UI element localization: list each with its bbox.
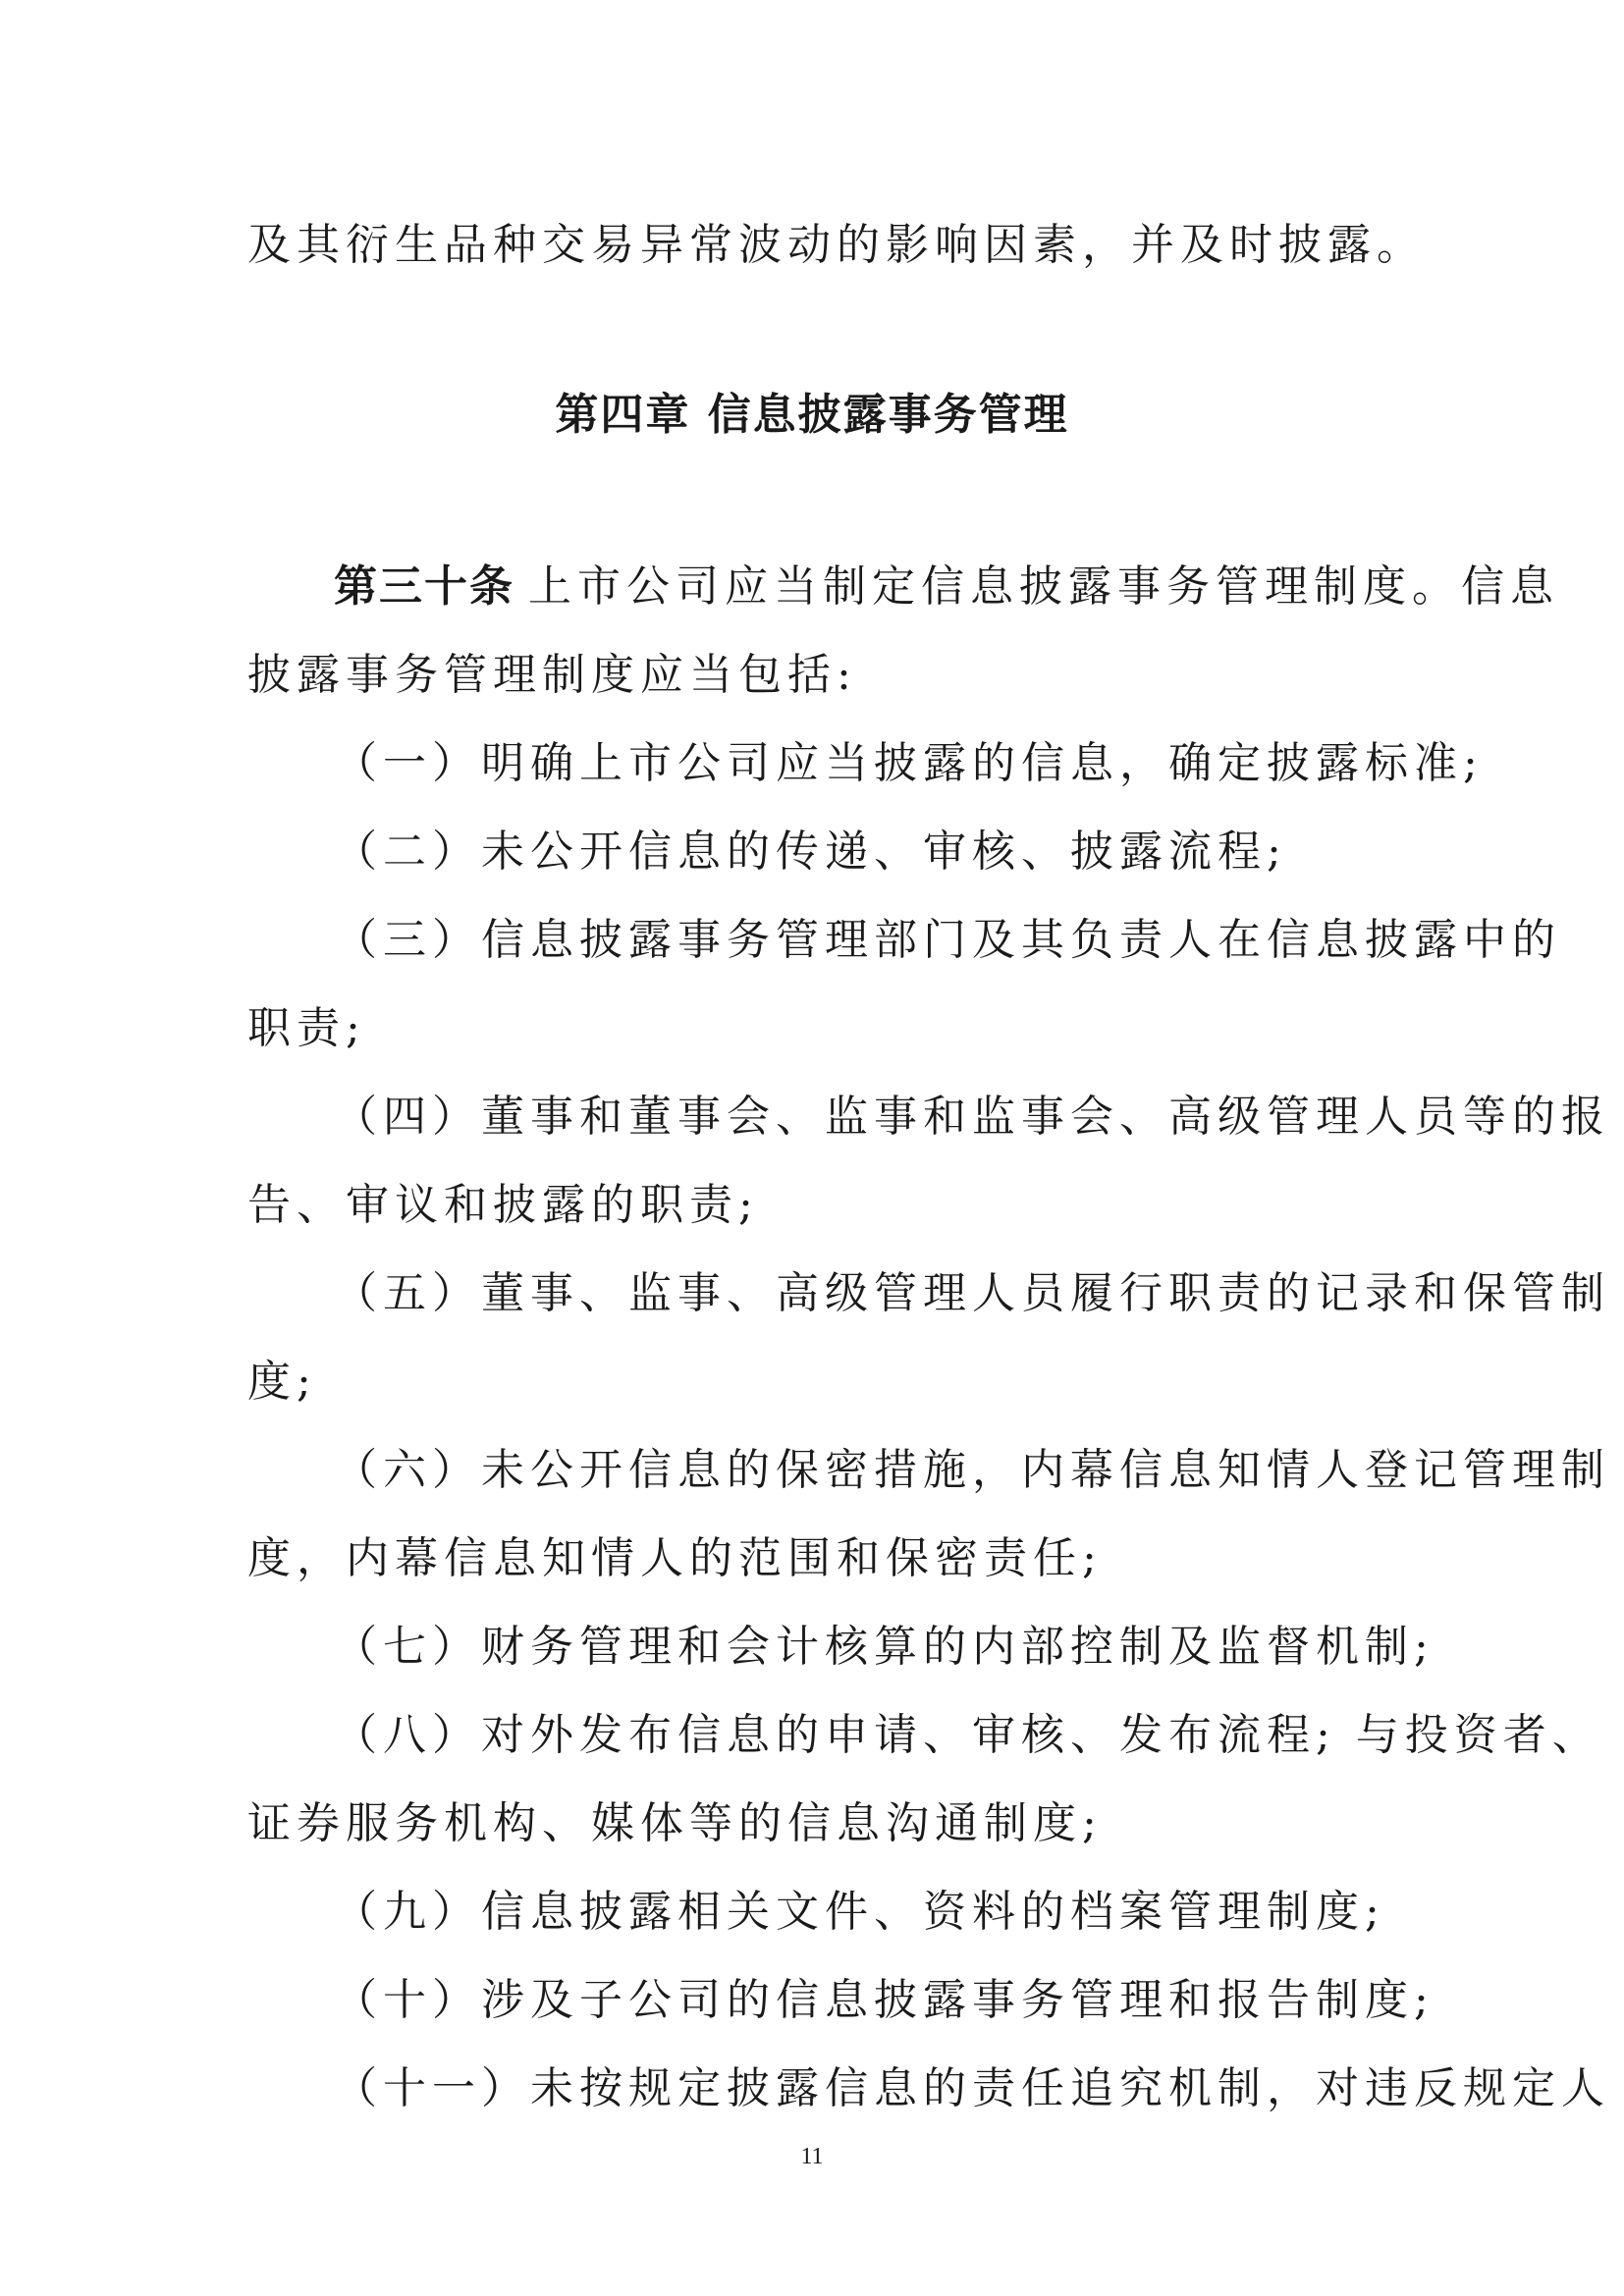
page-number: 11 <box>800 2144 824 2169</box>
list-item: （九）信息披露相关文件、资料的档案管理制度; <box>334 1887 1385 1937</box>
article-second-line: 披露事务管理制度应当包括: <box>247 650 857 700</box>
list-item: （四）董事和董事会、监事和监事会、高级管理人员等的报 <box>334 1092 1610 1142</box>
list-item-continuation: 证券服务机构、媒体等的信息沟通制度; <box>247 1798 1103 1848</box>
article-first-line <box>334 558 1559 616</box>
list-item: （五）董事、监事、高级管理人员履行职责的记录和保管制 <box>334 1268 1610 1318</box>
list-item-continuation: 度; <box>247 1357 317 1407</box>
list-item: （一）明确上市公司应当披露的信息，确定披露标准; <box>334 738 1484 788</box>
list-item: （十一）未按规定披露信息的责任追究机制，对违反规定人 <box>334 2063 1610 2113</box>
list-item: （八）对外发布信息的申请、审核、发布流程; 与投资者、 <box>334 1710 1601 1760</box>
chapter-heading: 第四章 信息披露事务管理 <box>555 390 1069 440</box>
list-item-continuation: 告、审议和披露的职责; <box>247 1180 759 1230</box>
list-item: （六）未公开信息的保密措施，内幕信息知情人登记管理制 <box>334 1445 1610 1495</box>
article-label: 第三十条 <box>334 561 514 612</box>
continuation-line: 及其衍生品种交易异常波动的影响因素，并及时披露。 <box>247 220 1426 270</box>
list-item-continuation: 度，内幕信息知情人的范围和保密责任; <box>247 1533 1103 1583</box>
article-text: 上市公司应当制定信息披露事务管理制度。信息 <box>528 561 1559 612</box>
list-item: （二）未公开信息的传递、审核、披露流程; <box>334 827 1287 877</box>
list-item-continuation: 职责; <box>247 1003 366 1053</box>
list-item: （十）涉及子公司的信息披露事务管理和报告制度; <box>334 1975 1435 2025</box>
list-item: （三）信息披露事务管理部门及其负责人在信息披露中的 <box>334 915 1561 965</box>
list-item: （七）财务管理和会计核算的内部控制及监督机制; <box>334 1622 1435 1672</box>
